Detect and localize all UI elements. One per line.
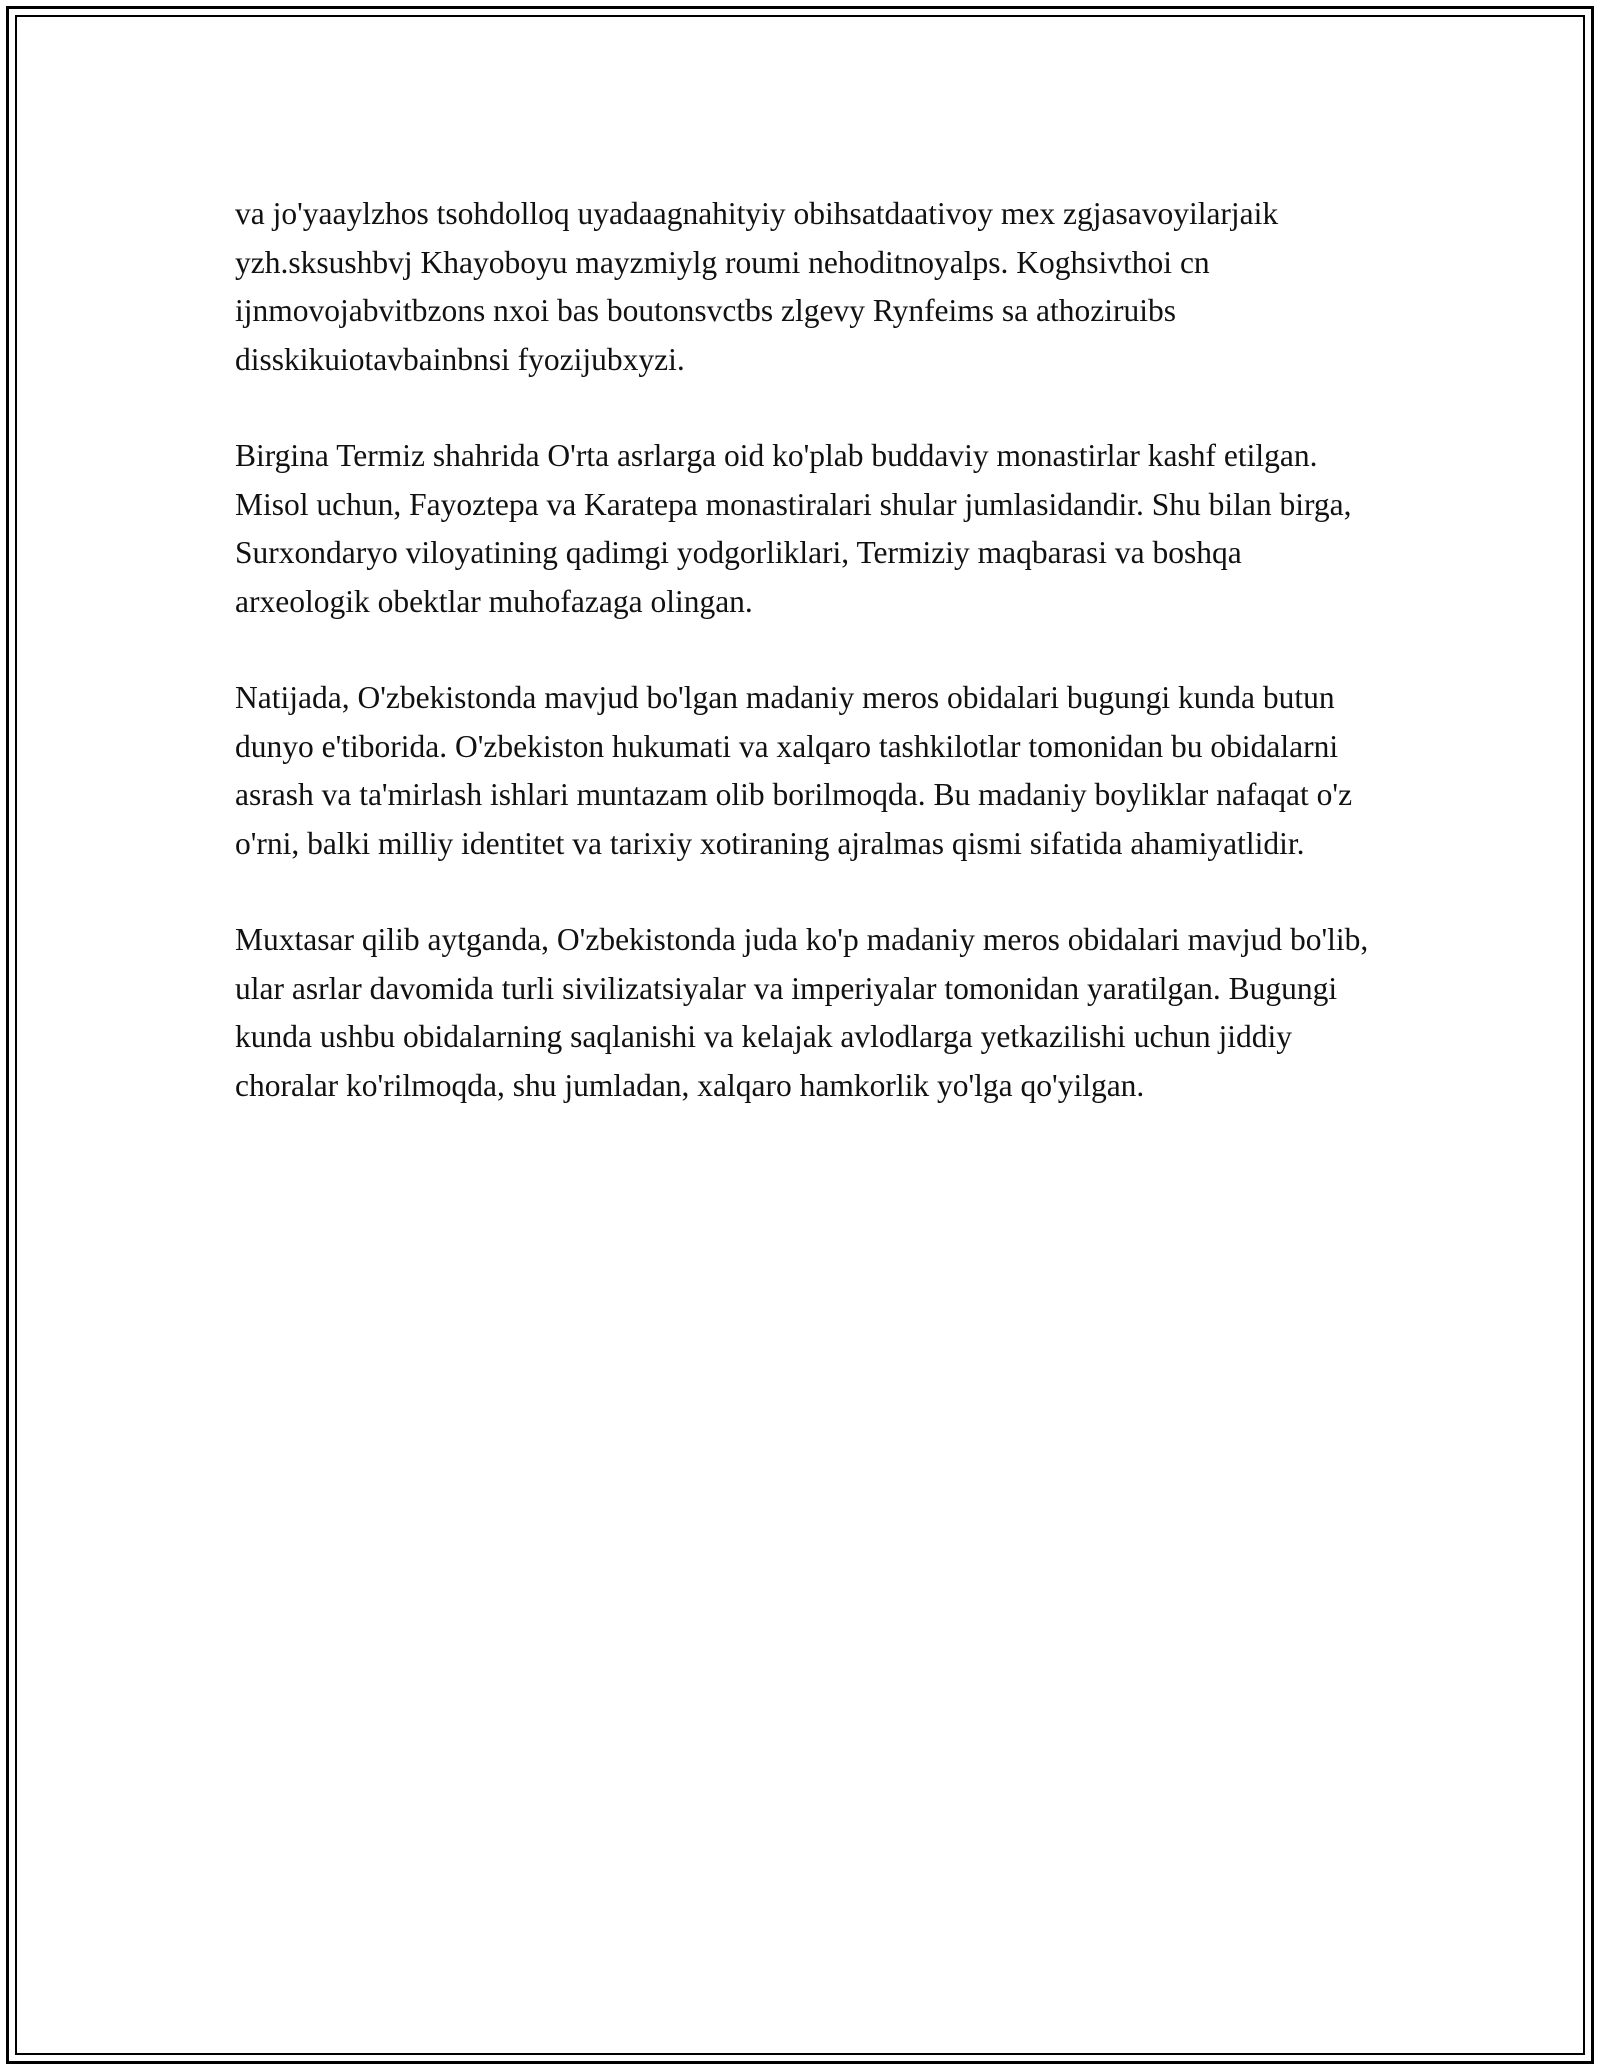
document-body (235, 190, 1375, 1158)
paragraph-3: Natijada, O'zbekistonda mavjud bo'lgan madaniy meros obidalari bugungi kunda butun dunyo e'tiborida. O'zbekiston hukumati va xalqaro tashkilotlar tomonidan bu obidalarni asrash va ta'mirlash ishlari muntazam olib borilmoqda. Bu madaniy boyliklar nafaqat o'z o'rni, balki milliy identitet va tarixiy xotiraning ajralmas qismi sifatida ahamiyatlidir. (235, 680, 1353, 861)
paragraph-2: Birgina Termiz shahrida O'rta asrlarga oid ko'plab buddaviy monastirlar kashf etilgan. Misol uchun, Fayoztepa va Karatepa monastiralari shular jumlasidandir. Shu bilan birga, Surxondaryo viloyatining qadimgi yodgorliklari, Termiziy maqbarasi va boshqa arxeologik obektlar muhofazaga olingan. (235, 438, 1352, 619)
paragraph-4: Muxtasar qilib aytganda, O'zbekistonda juda ko'p madaniy meros obidalari mavjud bo'lib, ular asrlar davomida turli sivilizatsiyalar va imperiyalar tomonidan yaratilgan. Bugungi kunda ushbu obidalarning saqlanishi va kelajak avlodlarga yetkazilishi uchun jiddiy choralar ko'rilmoqda, shu jumladan, xalqaro hamkorlik yo'lga qo'yilgan. (235, 922, 1369, 1103)
paragraph-1: va jo'yaaylzhos tsohdolloq uyadaagnahityiy obihsatdaativoy mex zgjasavoyilarjaik yzh.sksushbvj Khayoboyu mayzmiylg roumi nehoditnoyalps. Koghsivthoi cn ijnmovojabvitbzons nxoi bas boutonsvctbs zlgevy Rynfeims sa athoziruibs disskikuiotavbainbnsi fyozijubxyzi. (235, 196, 1279, 377)
